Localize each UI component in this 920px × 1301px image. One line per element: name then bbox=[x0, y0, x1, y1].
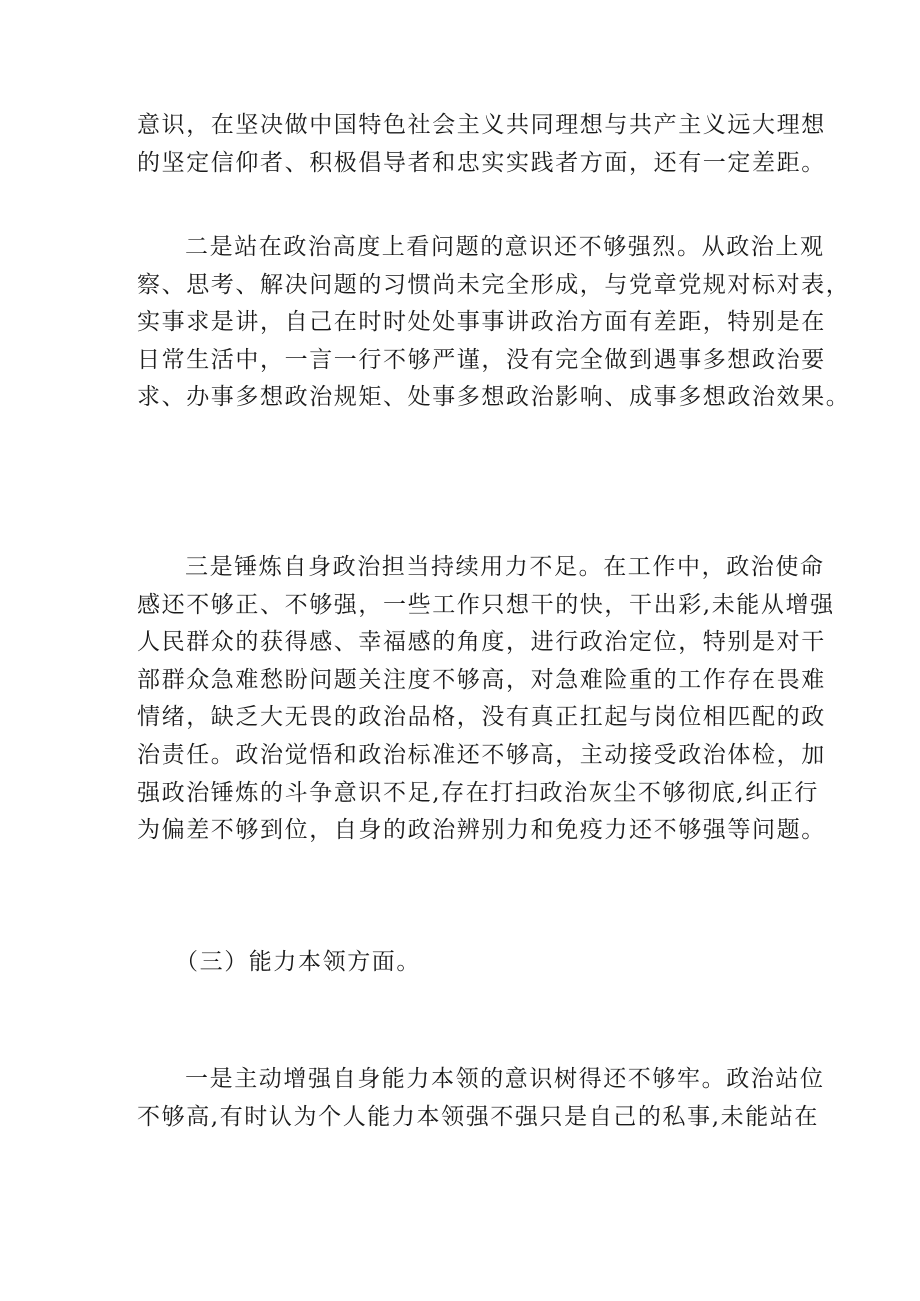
paragraph-line: 的坚定信仰者、积极倡导者和忠实实践者方面，还有一定差距。 bbox=[137, 149, 826, 176]
paragraph-3 bbox=[137, 549, 835, 850]
paragraph-line: 察、思考、解决问题的习惯尚未完全形成，与党章党规对标对表， bbox=[137, 271, 851, 298]
paragraph-line: 为偏差不够到位，自身的政治辨别力和免疫力还不够强等问题。 bbox=[137, 817, 826, 844]
paragraph-line: 感还不够正、不够强，一些工作只想干的快，干出彩,未能从增强 bbox=[137, 591, 835, 618]
paragraph-line: 强政治锤炼的斗争意识不足,存在打扫政治灰尘不够彻底,纠正行 bbox=[137, 779, 820, 806]
paragraph-line: 二是站在政治高度上看问题的意识还不够强烈。从政治上观 bbox=[185, 234, 825, 260]
paragraph-line: 一是主动增强自身能力本领的意识树得还不够牢。政治站位 bbox=[185, 1066, 825, 1092]
paragraph-2 bbox=[137, 229, 851, 417]
paragraph-4 bbox=[137, 1061, 825, 1136]
paragraph-line: 实事求是讲，自己在时时处处事事讲政治方面有差距，特别是在 bbox=[137, 309, 826, 336]
paragraph-line: 不够高,有时认为个人能力本领强不强只是自己的私事,未能站在 bbox=[137, 1103, 820, 1130]
paragraph-line: 日常生活中，一言一行不够严谨，没有完全做到遇事多想政治要 bbox=[137, 346, 826, 373]
paragraph-1 bbox=[137, 107, 826, 182]
section-heading: （三）能力本领方面。 bbox=[175, 949, 421, 975]
paragraph-line: 治责任。政治觉悟和政治标准还不够高，主动接受政治体检，加 bbox=[137, 741, 826, 768]
paragraph-line: 三是锤炼自身政治担当持续用力不足。在工作中，政治使命 bbox=[185, 554, 825, 580]
paragraph-line: 部群众急难愁盼问题关注度不够高，对急难险重的工作存在畏难 bbox=[137, 666, 826, 693]
paragraph-line: 意识，在坚决做中国特色社会主义共同理想与共产主义远大理想 bbox=[137, 112, 826, 138]
paragraph-line: 情绪，缺乏大无畏的政治品格，没有真正扛起与岗位相匹配的政 bbox=[137, 704, 826, 731]
paragraph-line: 求、办事多想政治规矩、处事多想政治影响、成事多想政治效果。 bbox=[137, 384, 851, 411]
paragraph-line: 人民群众的获得感、幸福感的角度，进行政治定位，特别是对干 bbox=[137, 629, 826, 656]
